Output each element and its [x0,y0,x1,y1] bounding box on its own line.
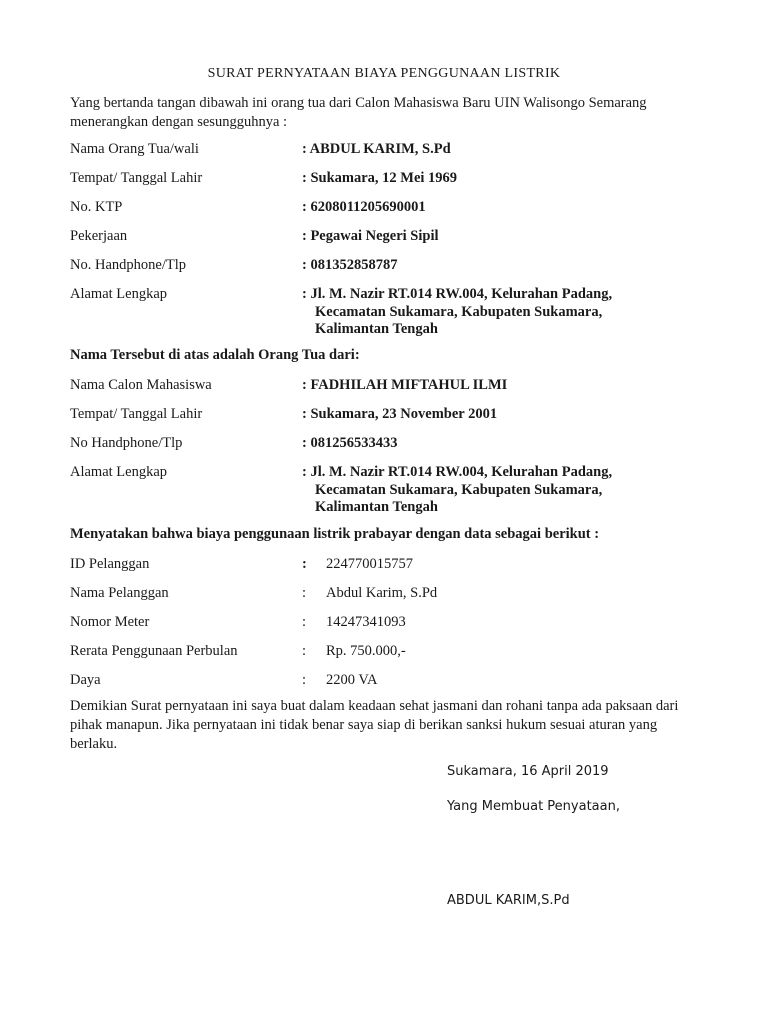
child-address-value [302,464,612,517]
signature-name: ABDUL KARIM,S.Pd [447,893,570,908]
signature-place-date: Sukamara, 16 April 2019 [447,764,609,779]
meter-number-value: 14247341093 [326,614,406,630]
customer-id-value: 224770015757 [326,556,413,572]
intro-paragraph: Yang bertanda tangan dibawah ini orang tua dari Calon Mahasiswa Baru UIN Walisongo Semarang menerangkan dengan sesungguhnya : [70,95,647,130]
power-colon: : [302,672,307,688]
parent-name-label: Nama Orang Tua/wali [70,141,199,157]
parent-birth-label: Tempat/ Tanggal Lahir [70,170,203,186]
child-address-label: Alamat Lengkap [70,464,168,480]
parent-address-line: Kalimantan Tengah [315,321,438,337]
electric-section-heading: Menyatakan bahwa biaya penggunaan listrik prabayar dengan data sebagai berikut : [70,526,600,542]
customer-name-value: Abdul Karim, S.Pd [326,585,438,601]
average-usage-value: Rp. 750.000,- [326,643,406,659]
parent-phone-value: : 081352858787 [302,257,398,273]
parent-job-value: : Pegawai Negeri Sipil [302,228,439,244]
child-birth-label: Tempat/ Tanggal Lahir [70,406,203,422]
child-phone-value: : 081256533433 [302,435,398,451]
meter-number-colon: : [302,614,307,630]
closing-paragraph: Demikian Surat pernyataan ini saya buat dalam keadaan sehat jasmani dan rohani tanpa ada paksaan dari pihak manapun. Jika pernyataan ini tidak benar saya siap di berikan sanksi hukum sesuai aturan yang berlaku. [70,698,679,752]
parent-job-label: Pekerjaan [70,228,128,244]
child-address-line: : Jl. M. Nazir RT.014 RW.004, Kelurahan Padang, [302,464,613,480]
average-usage-label: Rerata Penggunaan Perbulan [70,643,238,659]
child-section-heading: Nama Tersebut di atas adalah Orang Tua dari: [70,347,360,363]
child-birth-value: : Sukamara, 23 November 2001 [302,406,498,422]
customer-id-colon: : [302,556,307,572]
child-address-line: Kalimantan Tengah [315,499,438,515]
child-name-value: : FADHILAH MIFTAHUL ILMI [302,377,508,393]
parent-ktp-value: : 6208011205690001 [302,199,426,215]
parent-ktp-label: No. KTP [70,199,123,215]
child-name-label: Nama Calon Mahasiswa [70,377,212,393]
customer-id-label: ID Pelanggan [70,556,150,572]
child-phone-label: No Handphone/Tlp [70,435,183,451]
signature-maker-label: Yang Membuat Penyataan, [447,799,620,814]
meter-number-label: Nomor Meter [70,614,150,630]
parent-address-label: Alamat Lengkap [70,286,168,302]
customer-name-label: Nama Pelanggan [70,585,169,601]
customer-name-colon: : [302,585,307,601]
parent-address-value [302,286,612,339]
parent-name-value: : ABDUL KARIM, S.Pd [302,141,451,157]
power-label: Daya [70,672,101,688]
parent-phone-label: No. Handphone/Tlp [70,257,186,273]
parent-birth-value: : Sukamara, 12 Mei 1969 [302,170,458,186]
letter-title: SURAT PERNYATAAN BIAYA PENGGUNAAN LISTRIK [207,66,561,81]
parent-address-line: Kecamatan Sukamara, Kabupaten Sukamara, [315,303,603,320]
child-address-line: Kecamatan Sukamara, Kabupaten Sukamara, [315,481,603,498]
power-value: 2200 VA [326,672,378,688]
average-usage-colon: : [302,643,307,659]
parent-address-line: : Jl. M. Nazir RT.014 RW.004, Kelurahan Padang, [302,286,613,302]
